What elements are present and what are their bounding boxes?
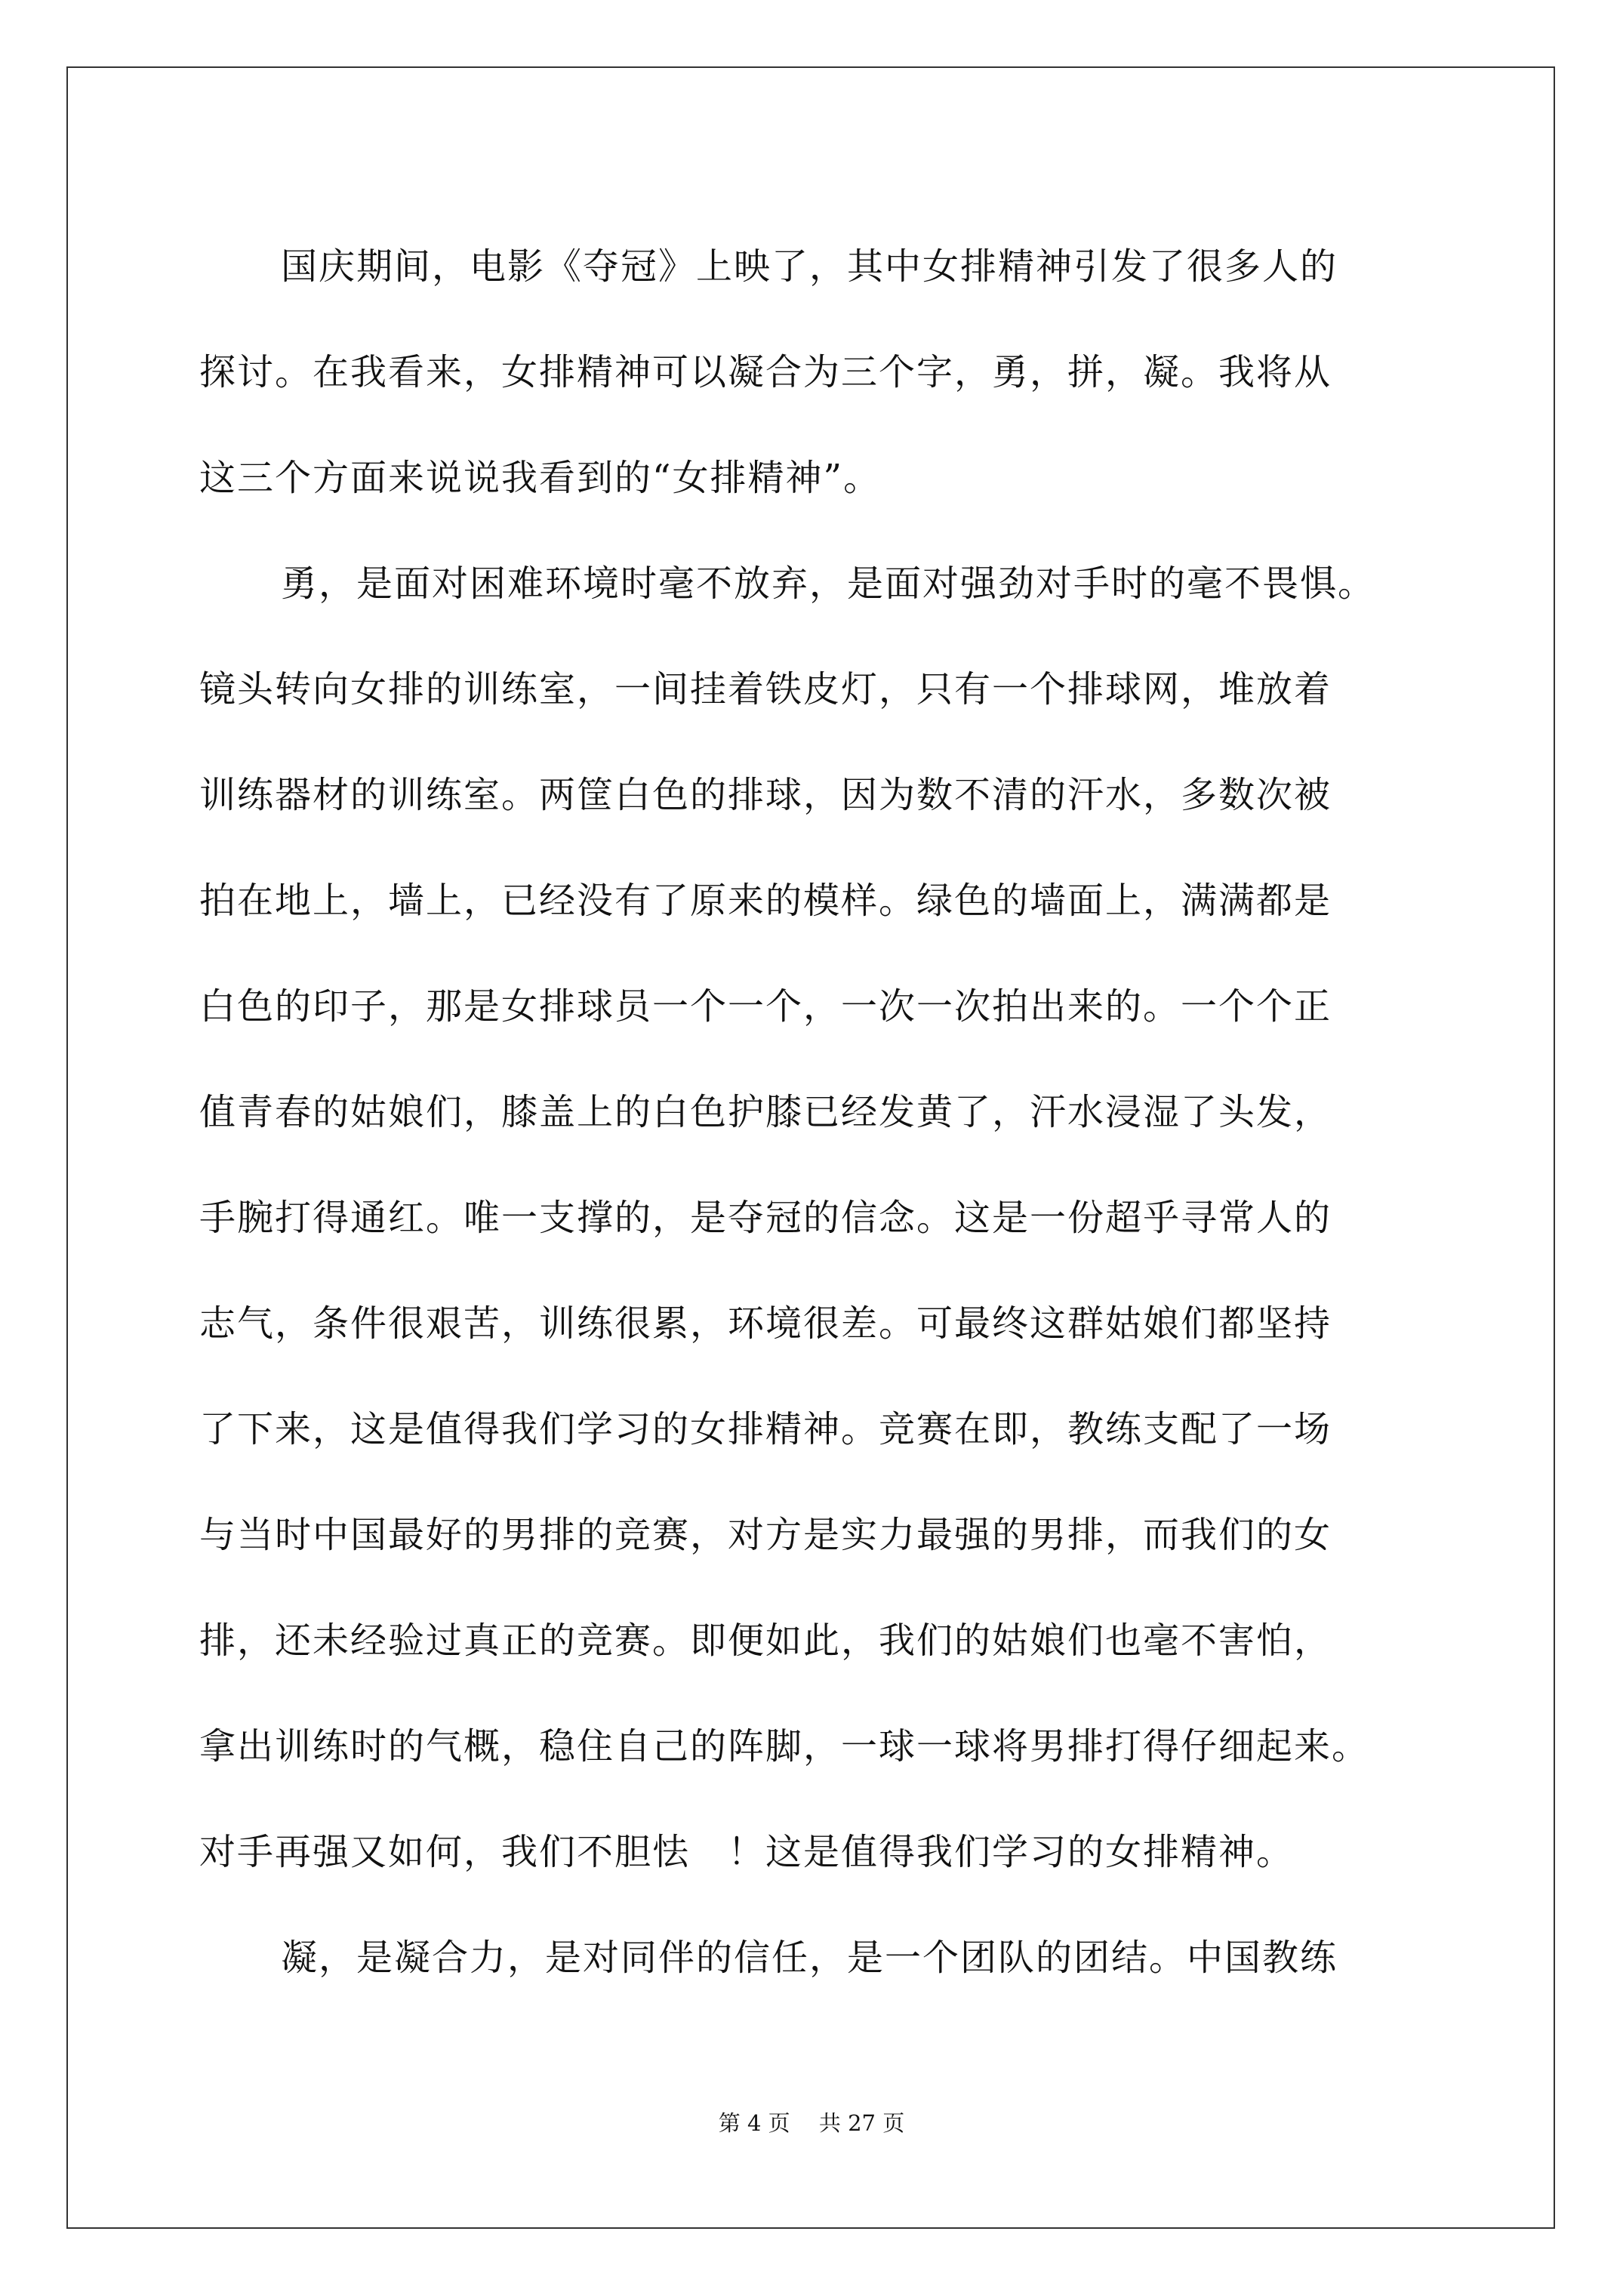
paragraph-line: 凝，是凝合力，是对同伴的信任，是一个团队的团结。中国教练 bbox=[281, 1937, 1338, 1979]
document-body bbox=[199, 214, 1437, 2011]
paragraph-line: 镜头转向女排的训练室，一间挂着铁皮灯，只有一个排球网，堆放着 bbox=[199, 668, 1332, 710]
paragraph-line: 拍在地上，墙上，已经没有了原来的模样。绿色的墙面上，满满都是 bbox=[199, 880, 1332, 922]
paragraph-line: 排，还未经验过真正的竞赛。即便如此，我们的姑娘们也毫不害怕， bbox=[199, 1620, 1332, 1662]
paragraph-line: 国庆期间，电影《夺冠》上映了，其中女排精神引发了很多人的 bbox=[281, 245, 1338, 288]
paragraph-line: 勇，是面对困难环境时毫不放弃，是面对强劲对手时的毫不畏惧。 bbox=[281, 562, 1376, 605]
paragraph-line: 这三个方面来说说我看到的“女排精神”。 bbox=[199, 457, 882, 499]
paragraph-line: 拿出训练时的气概，稳住自己的阵脚，一球一球将男排打得仔细起来。 bbox=[199, 1725, 1370, 1767]
paragraph-line: 训练器材的训练室。两筐白色的排球，因为数不清的汗水，多数次被 bbox=[199, 774, 1332, 816]
paragraph-line: 白色的印子，那是女排球员一个一个，一次一次拍出来的。一个个正 bbox=[199, 985, 1332, 1028]
paragraph-line: 对手再强又如何，我们不胆怯 ！这是值得我们学习的女排精神。 bbox=[199, 1831, 1295, 1873]
paragraph-line: 手腕打得通红。唯一支撑的，是夺冠的信念。这是一份超乎寻常人的 bbox=[199, 1197, 1332, 1239]
paragraph-line: 志气，条件很艰苦，训练很累，环境很差。可最终这群姑娘们都坚持 bbox=[199, 1302, 1332, 1345]
paragraph-line: 探讨。在我看来，女排精神可以凝合为三个字，勇，拼，凝。我将从 bbox=[199, 351, 1332, 393]
paragraph-line: 与当时中国最好的男排的竞赛，对方是实力最强的男排，而我们的女 bbox=[199, 1514, 1332, 1556]
paragraph-line: 了下来，这是值得我们学习的女排精神。竞赛在即，教练支配了一场 bbox=[199, 1408, 1332, 1450]
paragraph-line: 值青春的姑娘们，膝盖上的白色护膝已经发黄了，汗水浸湿了头发， bbox=[199, 1091, 1332, 1133]
page-number-footer: 第 4 页 共 27 页 bbox=[718, 2110, 905, 2136]
